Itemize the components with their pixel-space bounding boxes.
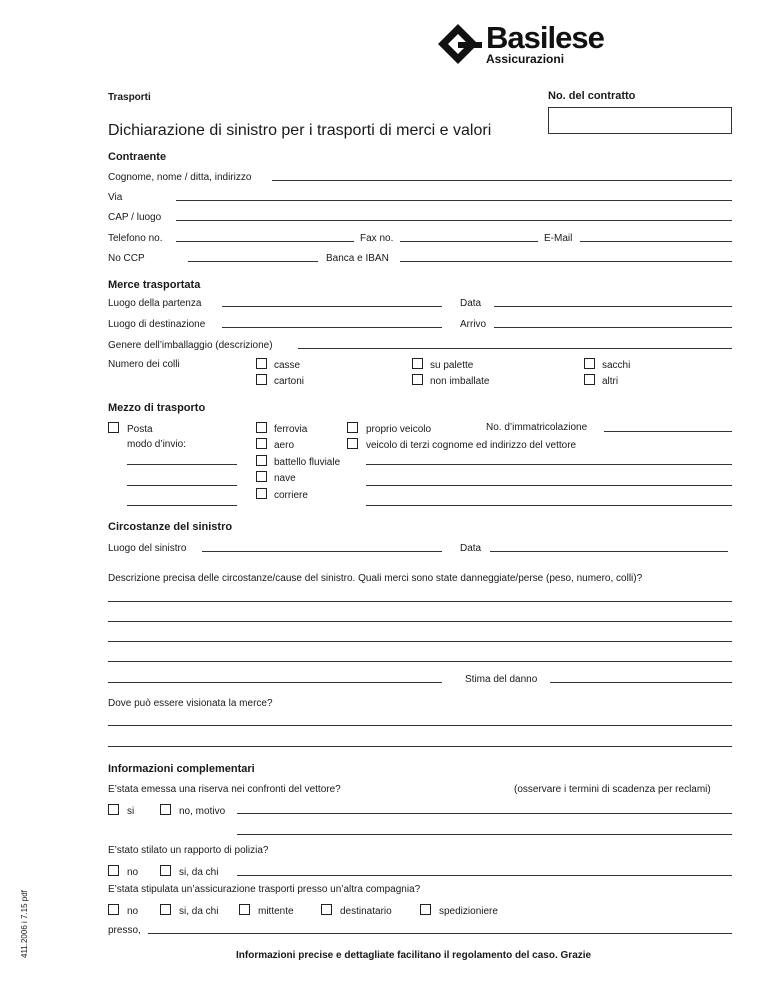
contract-number-label: No. del contratto [548,90,636,102]
insurance-si-checkbox[interactable] [160,904,171,915]
packaging-field[interactable] [298,348,732,349]
count-label: Numero dei colli [108,359,180,370]
cartoni-checkbox[interactable] [256,374,267,385]
sacchi-checkbox[interactable] [584,358,595,369]
packaging-label: Genere dell’imballaggio (descrizione) [108,340,273,351]
basilese-logo [436,22,626,68]
presso-label: presso, [108,925,141,936]
sinistro-date-label: Data [460,543,482,554]
bank-label: Banca e IBAN [326,253,389,264]
nave-checkbox[interactable] [256,471,267,482]
description-line-1[interactable] [108,601,732,602]
motivo-field-1[interactable] [237,813,732,814]
vettore-field-2[interactable] [366,485,732,486]
aero-checkbox[interactable] [256,438,267,449]
description-label: Descrizione precisa delle circostanze/cause del sinistro. Quali merci sono state danneggiate/perse (peso, numero, colli)? [108,573,643,584]
description-line-5[interactable] [108,682,442,683]
page-title: Dichiarazione di sinistro per i trasporti di merci e valori [108,122,492,139]
nave-label: nave [274,473,296,484]
phone-label: Telefono no. [108,233,163,244]
ccp-field[interactable] [188,261,318,262]
cap-label: CAP / luogo [108,212,162,223]
posta-label: Posta [127,424,153,435]
cartoni-label: cartoni [274,376,305,387]
aero-label: aero [274,440,295,451]
casse-checkbox[interactable] [256,358,267,369]
section-contraente: Contraente [108,151,167,163]
departure-date-field[interactable] [494,306,732,307]
sinistro-place-field[interactable] [202,551,442,552]
departure-date-label: Data [460,298,482,309]
immatricolazione-field[interactable] [604,431,732,432]
destinatario-label: destinatario [340,906,392,917]
phone-field[interactable] [176,241,354,242]
presso-field[interactable] [148,933,732,934]
sacchi-label: sacchi [602,360,631,371]
riserva-si-label: si [127,806,135,817]
insurance-no-checkbox[interactable] [108,904,119,915]
section-circostanze: Circostanze del sinistro [108,521,233,533]
insurance-no-label: no [127,906,139,917]
vettore-field-1[interactable] [366,464,732,465]
police-no-label: no [127,867,139,878]
email-field[interactable] [580,241,732,242]
vettore-field-3[interactable] [366,505,732,506]
police-si-checkbox[interactable] [160,865,171,876]
footer-note: Informazioni precise e dettagliate facilitano il regolamento del caso. Grazie [236,950,592,961]
name-label: Cognome, nome / ditta, indirizzo [108,172,252,183]
police-si-label: si, da chi [179,867,219,878]
riserva-no-checkbox[interactable] [160,804,171,815]
proprio-veicolo-checkbox[interactable] [347,422,358,433]
modo-invio-field-3[interactable] [127,505,237,506]
spedizioniere-checkbox[interactable] [420,904,431,915]
arrival-field[interactable] [494,327,732,328]
ferrovia-label: ferrovia [274,424,308,435]
modo-invio-field-2[interactable] [127,485,237,486]
veicolo-terzi-checkbox[interactable] [347,438,358,449]
arrival-label: Arrivo [460,319,487,330]
fax-label: Fax no. [360,233,394,244]
riserva-no-label: no, motivo [179,806,226,817]
cap-field[interactable] [176,220,732,221]
altri-label: altri [602,376,619,387]
non-imballate-checkbox[interactable] [412,374,423,385]
corriere-checkbox[interactable] [256,488,267,499]
mittente-checkbox[interactable] [239,904,250,915]
logo-subtitle: Assicurazioni [486,52,565,66]
spedizioniere-label: spedizioniere [439,906,498,917]
section-info: Informazioni complementari [108,763,255,775]
police-no-checkbox[interactable] [108,865,119,876]
contract-number-field[interactable] [548,107,732,134]
via-field[interactable] [176,200,732,201]
riserva-question: E’stata emessa una riserva nei confronti del vettore? [108,784,341,795]
modo-invio-label: modo d’invio: [127,439,186,450]
bank-field[interactable] [400,261,732,262]
police-by-field[interactable] [237,875,732,876]
sinistro-place-label: Luogo del sinistro [108,543,187,554]
email-label: E-Mail [544,233,573,244]
non-imballate-label: non imballate [430,376,490,387]
su-palette-checkbox[interactable] [412,358,423,369]
description-line-4[interactable] [108,661,732,662]
section-merce: Merce trasportata [108,279,201,291]
document-code: 411.2006 i 7.15 pdf [20,890,29,958]
via-label: Via [108,192,123,203]
battello-label: battello fluviale [274,457,341,468]
casse-label: casse [274,360,301,371]
modo-invio-field-1[interactable] [127,464,237,465]
destinatario-checkbox[interactable] [321,904,332,915]
estimate-label: Stima del danno [465,674,538,685]
logo-diamond-icon [436,22,484,68]
sinistro-date-field[interactable] [490,551,728,552]
ferrovia-checkbox[interactable] [256,422,267,433]
logo-wordmark: Basilese [486,20,604,55]
riserva-si-checkbox[interactable] [108,804,119,815]
insurance-si-label: si, da chi [179,906,219,917]
altri-checkbox[interactable] [584,374,595,385]
corriere-label: corriere [274,490,308,501]
name-field[interactable] [272,180,732,181]
departure-label: Luogo della partenza [108,298,202,309]
battello-checkbox[interactable] [256,455,267,466]
motivo-field-2[interactable] [237,834,732,835]
riserva-note: (osservare i termini di scadenza per reclami) [514,784,711,795]
view-location-line-1[interactable] [108,725,732,726]
insurance-question: E’stata stipulata un’assicurazione trasporti presso un’altra compagnia? [108,884,421,895]
fax-field[interactable] [400,241,538,242]
immatricolazione-label: No. d’immatricolazione [486,422,588,433]
posta-checkbox[interactable] [108,422,119,433]
view-location-label: Dove può essere visionata la merce? [108,698,273,709]
description-line-3[interactable] [108,641,732,642]
category-label: Trasporti [108,92,151,103]
destination-field[interactable] [222,327,442,328]
proprio-veicolo-label: proprio veicolo [366,424,432,435]
description-line-2[interactable] [108,621,732,622]
ccp-label: No CCP [108,253,145,264]
departure-field[interactable] [222,306,442,307]
section-mezzo: Mezzo di trasporto [108,402,206,414]
estimate-field[interactable] [550,682,732,683]
police-question: E’stato stilato un rapporto di polizia? [108,845,269,856]
su-palette-label: su palette [430,360,474,371]
mittente-label: mittente [258,906,294,917]
destination-label: Luogo di destinazione [108,319,206,330]
view-location-line-2[interactable] [108,746,732,747]
veicolo-terzi-label: veicolo di terzi cognome ed indirizzo del vettore [366,440,577,451]
